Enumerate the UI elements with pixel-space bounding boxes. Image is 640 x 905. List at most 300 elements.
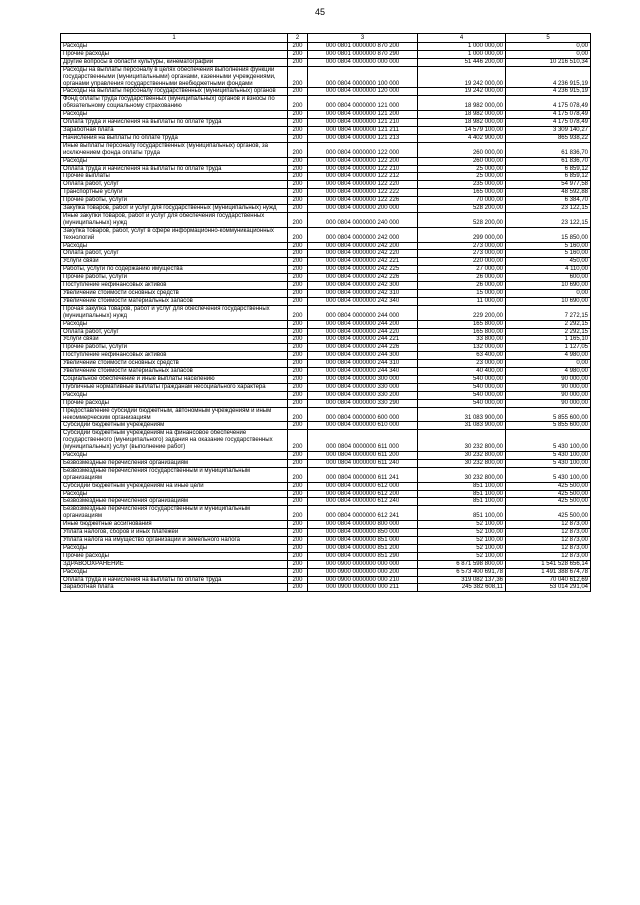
row-approved-amount-cell: 229 200,00 <box>418 305 506 320</box>
row-name-cell: Заработная плата <box>61 584 288 592</box>
row-line-code-cell: 200 <box>288 197 308 205</box>
row-executed-amount-cell: 12 873,00 <box>506 521 591 529</box>
table-row <box>61 452 591 460</box>
row-executed-amount-cell: 12 873,00 <box>506 529 591 537</box>
row-approved-amount-cell: 14 579 100,00 <box>418 126 506 134</box>
table-row <box>61 521 591 529</box>
row-line-code-cell: 200 <box>288 212 308 227</box>
table-row <box>61 142 591 157</box>
row-executed-amount-cell: 5 855 600,00 <box>506 422 591 430</box>
row-executed-amount-cell: 1 127,05 <box>506 344 591 352</box>
row-approved-amount-cell: 851 100,00 <box>418 482 506 490</box>
row-budget-code-cell: 000 0804 0000000 612 000 <box>308 482 418 490</box>
row-budget-code-cell: 000 0900 0000000 000 211 <box>308 584 418 592</box>
row-budget-code-cell: 000 0804 0000000 330 290 <box>308 399 418 407</box>
row-budget-code-cell: 000 0804 0000000 122 222 <box>308 189 418 197</box>
row-executed-amount-cell: 425 500,00 <box>506 482 591 490</box>
row-name-cell: Иные выплаты персоналу государственных (муниципальных) органов, за исключением фонда оплаты труда <box>61 142 288 157</box>
row-approved-amount-cell: 52 100,00 <box>418 537 506 545</box>
row-name-cell: Услуги связи <box>61 258 288 266</box>
row-executed-amount-cell: 12 873,00 <box>506 544 591 552</box>
row-approved-amount-cell: 165 000,00 <box>418 189 506 197</box>
row-line-code-cell: 200 <box>288 320 308 328</box>
row-approved-amount-cell: 299 000,00 <box>418 227 506 242</box>
row-executed-amount-cell: 61 836,70 <box>506 142 591 157</box>
row-budget-code-cell: 000 0804 0000000 242 225 <box>308 266 418 274</box>
row-line-code-cell: 200 <box>288 544 308 552</box>
table-row <box>61 205 591 213</box>
table-row <box>61 360 591 368</box>
column-number-row <box>61 34 591 43</box>
table-row <box>61 165 591 173</box>
row-line-code-cell: 200 <box>288 391 308 399</box>
row-line-code-cell: 200 <box>288 126 308 134</box>
row-approved-amount-cell: 52 100,00 <box>418 544 506 552</box>
row-name-cell: Увеличение стоимости материальных запасов <box>61 297 288 305</box>
table-row <box>61 430 591 452</box>
row-name-cell: Увеличение стоимости основных средств <box>61 360 288 368</box>
row-executed-amount-cell: 4 236 915,19 <box>506 88 591 96</box>
row-executed-amount-cell: 450,00 <box>506 258 591 266</box>
row-line-code-cell: 200 <box>288 568 308 576</box>
row-budget-code-cell: 000 0804 0000000 611 000 <box>308 430 418 452</box>
row-line-code-cell: 200 <box>288 467 308 482</box>
budget-execution-table <box>60 33 591 592</box>
row-name-cell: Расходы на выплаты персоналу в целях обеспечения выполнения функций государственными (муниципальными) органами, казенными учреждениями, органами управления государственными внебюджетными фондами <box>61 66 288 88</box>
row-executed-amount-cell: 425 500,00 <box>506 506 591 521</box>
row-executed-amount-cell: 4 980,00 <box>506 352 591 360</box>
row-executed-amount-cell: 4 175 078,49 <box>506 111 591 119</box>
column-header: 2 <box>288 34 308 43</box>
row-approved-amount-cell: 26 000,00 <box>418 282 506 290</box>
row-budget-code-cell: 000 0804 0000000 611 240 <box>308 459 418 467</box>
table-row <box>61 407 591 422</box>
table-row <box>61 173 591 181</box>
row-budget-code-cell: 000 0804 0000000 244 220 <box>308 328 418 336</box>
table-row <box>61 506 591 521</box>
row-name-cell: Оплата работ, услуг <box>61 250 288 258</box>
row-executed-amount-cell: 10 690,00 <box>506 282 591 290</box>
row-approved-amount-cell: 63 400,00 <box>418 352 506 360</box>
row-budget-code-cell: 000 0804 0000000 851 290 <box>308 552 418 560</box>
table-row <box>61 375 591 383</box>
row-name-cell: Заработная плата <box>61 126 288 134</box>
row-line-code-cell: 200 <box>288 297 308 305</box>
table-row <box>61 544 591 552</box>
row-executed-amount-cell: 6 859,12 <box>506 173 591 181</box>
row-executed-amount-cell: 0,00 <box>506 43 591 51</box>
table-row <box>61 297 591 305</box>
row-approved-amount-cell: 19 242 000,00 <box>418 88 506 96</box>
row-name-cell: Закупка товаров, работ и услуг для государственных (муниципальных) нужд <box>61 205 288 213</box>
row-name-cell: Расходы <box>61 43 288 51</box>
row-approved-amount-cell: 235 000,00 <box>418 181 506 189</box>
row-line-code-cell: 200 <box>288 375 308 383</box>
row-executed-amount-cell: 0,00 <box>506 360 591 368</box>
row-approved-amount-cell: 52 100,00 <box>418 521 506 529</box>
row-line-code-cell: 200 <box>288 521 308 529</box>
row-budget-code-cell: 000 0804 0000000 122 000 <box>308 142 418 157</box>
row-executed-amount-cell: 90 000,00 <box>506 399 591 407</box>
row-executed-amount-cell: 15 850,00 <box>506 227 591 242</box>
row-executed-amount-cell: 0,00 <box>506 50 591 58</box>
row-executed-amount-cell: 5 430 100,00 <box>506 467 591 482</box>
row-approved-amount-cell: 260 000,00 <box>418 157 506 165</box>
row-approved-amount-cell: 540 000,00 <box>418 383 506 391</box>
table-body <box>61 43 591 592</box>
row-executed-amount-cell: 12 873,00 <box>506 537 591 545</box>
row-budget-code-cell: 000 0804 0000000 242 340 <box>308 297 418 305</box>
row-name-cell: Прочие расходы <box>61 552 288 560</box>
row-executed-amount-cell: 1 165,10 <box>506 336 591 344</box>
row-name-cell: Расходы <box>61 111 288 119</box>
row-budget-code-cell: 000 0804 0000000 242 226 <box>308 274 418 282</box>
row-name-cell: Прочие работы, услуги <box>61 274 288 282</box>
row-name-cell: Субсидии бюджетным учреждениям на иные цели <box>61 482 288 490</box>
table-row <box>61 305 591 320</box>
row-executed-amount-cell: 0,00 <box>506 290 591 298</box>
row-budget-code-cell: 000 0804 0000000 120 000 <box>308 88 418 96</box>
row-budget-code-cell: 000 0804 0000000 244 221 <box>308 336 418 344</box>
table-row <box>61 498 591 506</box>
row-budget-code-cell: 000 0804 0000000 612 241 <box>308 506 418 521</box>
row-budget-code-cell: 000 0804 0000000 240 000 <box>308 212 418 227</box>
row-approved-amount-cell: 52 100,00 <box>418 529 506 537</box>
row-budget-code-cell: 000 0804 0000000 330 200 <box>308 391 418 399</box>
row-approved-amount-cell: 528 200,00 <box>418 212 506 227</box>
row-executed-amount-cell: 90 000,00 <box>506 375 591 383</box>
row-line-code-cell: 200 <box>288 157 308 165</box>
table-row <box>61 529 591 537</box>
table-row <box>61 212 591 227</box>
row-budget-code-cell: 000 0804 0000000 122 220 <box>308 181 418 189</box>
table-row <box>61 560 591 568</box>
table-row <box>61 134 591 142</box>
row-approved-amount-cell: 31 083 900,00 <box>418 422 506 430</box>
row-approved-amount-cell: 6 573 400 691,78 <box>418 568 506 576</box>
row-line-code-cell: 200 <box>288 305 308 320</box>
row-line-code-cell: 200 <box>288 250 308 258</box>
row-name-cell: Начисления на выплаты по оплате труда <box>61 134 288 142</box>
row-approved-amount-cell: 27 000,00 <box>418 266 506 274</box>
table-row <box>61 552 591 560</box>
row-budget-code-cell: 000 0804 0000000 612 240 <box>308 498 418 506</box>
table-row <box>61 368 591 376</box>
row-budget-code-cell: 000 0900 0000000 000 200 <box>308 568 418 576</box>
table-row <box>61 197 591 205</box>
row-approved-amount-cell: 1 000 000,00 <box>418 43 506 51</box>
row-approved-amount-cell: 528 200,00 <box>418 205 506 213</box>
row-line-code-cell: 200 <box>288 43 308 51</box>
row-executed-amount-cell: 90 000,00 <box>506 391 591 399</box>
row-name-cell: Предоставление субсидий бюджетным, автономным учреждениям и иным некоммерческим организациям <box>61 407 288 422</box>
row-executed-amount-cell: 5 855 600,00 <box>506 407 591 422</box>
table-row <box>61 537 591 545</box>
row-name-cell: Расходы <box>61 157 288 165</box>
row-line-code-cell: 200 <box>288 529 308 537</box>
row-executed-amount-cell: 4 175 078,49 <box>506 96 591 111</box>
row-approved-amount-cell: 540 000,00 <box>418 399 506 407</box>
row-line-code-cell: 200 <box>288 407 308 422</box>
row-budget-code-cell: 000 0804 0000000 000 000 <box>308 58 418 66</box>
row-approved-amount-cell: 30 232 800,00 <box>418 467 506 482</box>
row-line-code-cell: 200 <box>288 96 308 111</box>
row-approved-amount-cell: 165 800,00 <box>418 328 506 336</box>
row-name-cell: Уплата налогов, сборов и иных платежей <box>61 529 288 537</box>
table-row <box>61 320 591 328</box>
row-name-cell: Прочие работы, услуги <box>61 197 288 205</box>
row-budget-code-cell: 000 0804 0000000 611 200 <box>308 452 418 460</box>
row-line-code-cell: 200 <box>288 88 308 96</box>
table-row <box>61 336 591 344</box>
table-row <box>61 88 591 96</box>
row-executed-amount-cell: 425 500,00 <box>506 498 591 506</box>
row-name-cell: Иные закупки товаров, работ и услуг для обеспечения государственных (муниципальных) нужд <box>61 212 288 227</box>
table-row <box>61 258 591 266</box>
row-name-cell: Прочие выплаты <box>61 173 288 181</box>
row-executed-amount-cell: 600,00 <box>506 274 591 282</box>
table-row <box>61 344 591 352</box>
row-approved-amount-cell: 15 000,00 <box>418 290 506 298</box>
row-approved-amount-cell: 18 982 000,00 <box>418 96 506 111</box>
row-executed-amount-cell: 54 977,58 <box>506 181 591 189</box>
row-name-cell: Поступление нефинансовых активов <box>61 352 288 360</box>
row-line-code-cell: 200 <box>288 584 308 592</box>
row-approved-amount-cell: 11 000,00 <box>418 297 506 305</box>
row-name-cell: Расходы <box>61 452 288 460</box>
row-approved-amount-cell: 40 400,00 <box>418 368 506 376</box>
row-executed-amount-cell: 90 000,00 <box>506 383 591 391</box>
row-budget-code-cell: 000 0804 0000000 244 000 <box>308 305 418 320</box>
row-name-cell: Фонд оплаты труда государственных (муниципальных) органов и взносы по обязательному социальному страхованию <box>61 96 288 111</box>
row-budget-code-cell: 000 0900 0000000 000 210 <box>308 576 418 584</box>
table-row <box>61 459 591 467</box>
row-approved-amount-cell: 260 000,00 <box>418 142 506 157</box>
table-row <box>61 266 591 274</box>
table-row <box>61 119 591 127</box>
row-line-code-cell: 200 <box>288 506 308 521</box>
row-line-code-cell: 200 <box>288 66 308 88</box>
row-executed-amount-cell: 4 980,00 <box>506 368 591 376</box>
row-approved-amount-cell: 220 000,00 <box>418 258 506 266</box>
row-executed-amount-cell: 6 859,12 <box>506 165 591 173</box>
row-budget-code-cell: 000 0804 0000000 612 200 <box>308 490 418 498</box>
row-name-cell: Безвозмездные перечисления организациям <box>61 498 288 506</box>
row-budget-code-cell: 000 0804 0000000 244 310 <box>308 360 418 368</box>
row-budget-code-cell: 000 0801 0000000 870 200 <box>308 43 418 51</box>
row-line-code-cell: 200 <box>288 352 308 360</box>
row-name-cell: Закупка товаров, работ, услуг в сфере информационно-коммуникационных технологий <box>61 227 288 242</box>
row-name-cell: Прочие работы, услуги <box>61 344 288 352</box>
row-approved-amount-cell: 319 082 137,36 <box>418 576 506 584</box>
row-name-cell: Оплата труда и начисления на выплаты по оплате труда <box>61 165 288 173</box>
row-budget-code-cell: 000 0804 0000000 122 200 <box>308 157 418 165</box>
row-executed-amount-cell: 23 122,15 <box>506 205 591 213</box>
row-name-cell: Оплата труда и начисления на выплаты по оплате труда <box>61 576 288 584</box>
table-row <box>61 391 591 399</box>
table-row <box>61 227 591 242</box>
table-row <box>61 126 591 134</box>
row-approved-amount-cell: 33 800,00 <box>418 336 506 344</box>
row-name-cell: Оплата работ, услуг <box>61 328 288 336</box>
row-budget-code-cell: 000 0804 0000000 244 200 <box>308 320 418 328</box>
row-name-cell: Публичные нормативные выплаты гражданам несоциального характера <box>61 383 288 391</box>
row-line-code-cell: 200 <box>288 459 308 467</box>
row-name-cell: Поступление нефинансовых активов <box>61 282 288 290</box>
row-name-cell: Расходы <box>61 320 288 328</box>
table-row <box>61 490 591 498</box>
row-name-cell: Оплата труда и начисления на выплаты по оплате труда <box>61 119 288 127</box>
row-executed-amount-cell: 10 216 510,34 <box>506 58 591 66</box>
row-name-cell: ЗДРАВООХРАНЕНИЕ <box>61 560 288 568</box>
row-line-code-cell: 200 <box>288 344 308 352</box>
row-executed-amount-cell: 53 014 291,04 <box>506 584 591 592</box>
table-row <box>61 584 591 592</box>
row-name-cell: Прочие расходы <box>61 50 288 58</box>
row-name-cell: Субсидии бюджетным учреждениям <box>61 422 288 430</box>
table-row <box>61 290 591 298</box>
row-budget-code-cell: 000 0804 0000000 242 220 <box>308 250 418 258</box>
row-budget-code-cell: 000 0804 0000000 242 310 <box>308 290 418 298</box>
row-executed-amount-cell: 2 292,15 <box>506 320 591 328</box>
row-approved-amount-cell: 851 100,00 <box>418 498 506 506</box>
row-line-code-cell: 200 <box>288 452 308 460</box>
row-line-code-cell: 200 <box>288 482 308 490</box>
row-budget-code-cell: 000 0804 0000000 122 226 <box>308 197 418 205</box>
row-budget-code-cell: 000 0804 0000000 121 210 <box>308 119 418 127</box>
column-header: 3 <box>308 34 418 43</box>
row-budget-code-cell: 000 0804 0000000 121 200 <box>308 111 418 119</box>
page-number: 45 <box>314 7 325 17</box>
row-approved-amount-cell: 132 000,00 <box>418 344 506 352</box>
row-approved-amount-cell: 851 100,00 <box>418 506 506 521</box>
table-row <box>61 50 591 58</box>
row-name-cell: Работы, услуги по содержанию имущества <box>61 266 288 274</box>
row-executed-amount-cell: 48 592,88 <box>506 189 591 197</box>
row-executed-amount-cell: 865 938,22 <box>506 134 591 142</box>
row-name-cell: Расходы <box>61 490 288 498</box>
row-executed-amount-cell: 1 541 528 656,14 <box>506 560 591 568</box>
row-name-cell: Расходы <box>61 544 288 552</box>
table-row <box>61 250 591 258</box>
row-approved-amount-cell: 540 000,00 <box>418 375 506 383</box>
row-approved-amount-cell: 70 000,00 <box>418 197 506 205</box>
column-header: 5 <box>506 34 591 43</box>
table-row <box>61 328 591 336</box>
column-header: 4 <box>418 34 506 43</box>
row-line-code-cell: 200 <box>288 111 308 119</box>
row-line-code-cell: 200 <box>288 258 308 266</box>
row-line-code-cell: 200 <box>288 50 308 58</box>
row-name-cell: Расходы <box>61 242 288 250</box>
row-executed-amount-cell: 4 236 915,19 <box>506 66 591 88</box>
row-line-code-cell: 200 <box>288 242 308 250</box>
row-line-code-cell: 200 <box>288 227 308 242</box>
row-line-code-cell: 200 <box>288 282 308 290</box>
row-executed-amount-cell: 12 873,00 <box>506 552 591 560</box>
row-approved-amount-cell: 26 000,00 <box>418 274 506 282</box>
row-line-code-cell: 200 <box>288 189 308 197</box>
row-executed-amount-cell: 5 430 100,00 <box>506 430 591 452</box>
row-name-cell: Увеличение стоимости основных средств <box>61 290 288 298</box>
table-row <box>61 242 591 250</box>
row-line-code-cell: 200 <box>288 274 308 282</box>
row-line-code-cell: 200 <box>288 290 308 298</box>
row-name-cell: Социальное обеспечение и иные выплаты населению <box>61 375 288 383</box>
row-line-code-cell: 200 <box>288 552 308 560</box>
row-approved-amount-cell: 273 000,00 <box>418 250 506 258</box>
row-line-code-cell: 200 <box>288 58 308 66</box>
row-budget-code-cell: 000 0801 0000000 870 290 <box>308 50 418 58</box>
table-row <box>61 352 591 360</box>
row-executed-amount-cell: 425 500,00 <box>506 490 591 498</box>
row-name-cell: Оплата работ, услуг <box>61 181 288 189</box>
row-line-code-cell: 200 <box>288 490 308 498</box>
row-approved-amount-cell: 6 871 598 800,00 <box>418 560 506 568</box>
table-row <box>61 274 591 282</box>
row-line-code-cell: 200 <box>288 119 308 127</box>
row-approved-amount-cell: 30 232 800,00 <box>418 430 506 452</box>
row-approved-amount-cell: 4 402 900,00 <box>418 134 506 142</box>
table-row <box>61 189 591 197</box>
row-budget-code-cell: 000 0804 0000000 242 300 <box>308 282 418 290</box>
row-executed-amount-cell: 23 122,15 <box>506 212 591 227</box>
row-line-code-cell: 200 <box>288 576 308 584</box>
row-executed-amount-cell: 5 160,00 <box>506 242 591 250</box>
row-approved-amount-cell: 31 083 900,00 <box>418 407 506 422</box>
table-row <box>61 58 591 66</box>
row-approved-amount-cell: 540 000,00 <box>418 391 506 399</box>
row-budget-code-cell: 000 0804 0000000 242 000 <box>308 227 418 242</box>
row-budget-code-cell: 000 0804 0000000 121 211 <box>308 126 418 134</box>
row-budget-code-cell: 000 0804 0000000 244 300 <box>308 352 418 360</box>
row-line-code-cell: 200 <box>288 360 308 368</box>
row-name-cell: Безвозмездные перечисления организациям <box>61 459 288 467</box>
table-row <box>61 282 591 290</box>
table-row <box>61 96 591 111</box>
row-budget-code-cell: 000 0804 0000000 850 000 <box>308 529 418 537</box>
row-line-code-cell: 200 <box>288 399 308 407</box>
row-name-cell: Расходы <box>61 568 288 576</box>
row-approved-amount-cell: 165 800,00 <box>418 320 506 328</box>
row-approved-amount-cell: 19 242 000,00 <box>418 66 506 88</box>
row-budget-code-cell: 000 0804 0000000 122 210 <box>308 165 418 173</box>
row-line-code-cell: 200 <box>288 383 308 391</box>
row-approved-amount-cell: 273 000,00 <box>418 242 506 250</box>
row-line-code-cell: 200 <box>288 498 308 506</box>
row-line-code-cell: 200 <box>288 422 308 430</box>
row-line-code-cell: 200 <box>288 165 308 173</box>
row-approved-amount-cell: 30 232 800,00 <box>418 452 506 460</box>
row-budget-code-cell: 000 0804 0000000 200 000 <box>308 205 418 213</box>
row-executed-amount-cell: 6 384,70 <box>506 197 591 205</box>
row-budget-code-cell: 000 0804 0000000 100 000 <box>308 66 418 88</box>
row-approved-amount-cell: 52 100,00 <box>418 552 506 560</box>
row-budget-code-cell: 000 0804 0000000 121 213 <box>308 134 418 142</box>
row-name-cell: Услуги связи <box>61 336 288 344</box>
row-budget-code-cell: 000 0804 0000000 610 000 <box>308 422 418 430</box>
row-name-cell: Увеличение стоимости материальных запасов <box>61 368 288 376</box>
row-budget-code-cell: 000 0804 0000000 800 000 <box>308 521 418 529</box>
table-row <box>61 568 591 576</box>
row-line-code-cell: 200 <box>288 173 308 181</box>
row-executed-amount-cell: 5 430 100,00 <box>506 459 591 467</box>
row-name-cell: Уплата налога на имущество организаций и земельного налога <box>61 537 288 545</box>
row-executed-amount-cell: 10 690,00 <box>506 297 591 305</box>
row-approved-amount-cell: 18 982 000,00 <box>418 111 506 119</box>
row-executed-amount-cell: 4 110,00 <box>506 266 591 274</box>
row-budget-code-cell: 000 0804 0000000 244 226 <box>308 344 418 352</box>
